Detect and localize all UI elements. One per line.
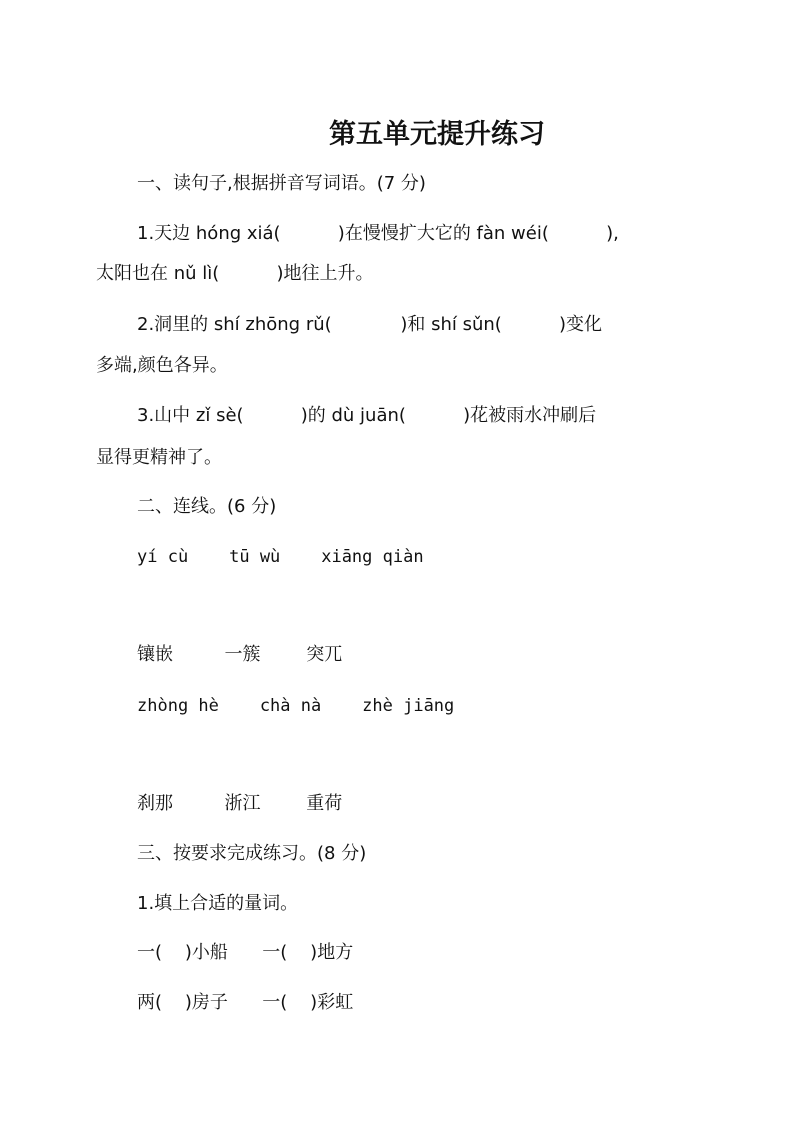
pinyin-row-1: yí cù tū wù xiāng qiàn bbox=[137, 547, 424, 567]
section2-heading: 二、连线。(6 分) bbox=[137, 496, 277, 517]
section1-heading: 一、读句子,根据拼音写词语。(7 分) bbox=[137, 173, 426, 194]
section3-heading: 三、按要求完成练习。(8 分) bbox=[137, 843, 367, 864]
question1-line2: 太阳也在 nǔ lì( )地往上升。 bbox=[96, 263, 374, 284]
word-row-2: 刹那 浙江 重荷 bbox=[137, 793, 343, 814]
question3-line2: 显得更精神了。 bbox=[96, 447, 222, 468]
pinyin-row-2: zhòng hè chà nà zhè jiāng bbox=[137, 696, 455, 716]
question3-line1: 3.山中 zǐ sè( )的 dù juān( )花被雨水冲刷后 bbox=[137, 405, 597, 426]
section3-question1: 1.填上合适的量词。 bbox=[137, 893, 299, 914]
question2-line1: 2.洞里的 shí zhōng rǔ( )和 shí sǔn( )变化 bbox=[137, 314, 603, 335]
question2-line2: 多端,颜色各异。 bbox=[96, 355, 228, 376]
page-title: 第五单元提升练习 bbox=[329, 119, 545, 150]
measure-word-row-1: 一( )小船 一( )地方 bbox=[137, 942, 354, 963]
word-row-1: 镶嵌 一簇 突兀 bbox=[137, 644, 343, 665]
measure-word-row-2: 两( )房子 一( )彩虹 bbox=[137, 992, 354, 1013]
question1-line1: 1.天边 hóng xiá( )在慢慢扩大它的 fàn wéi( ), bbox=[137, 223, 619, 244]
